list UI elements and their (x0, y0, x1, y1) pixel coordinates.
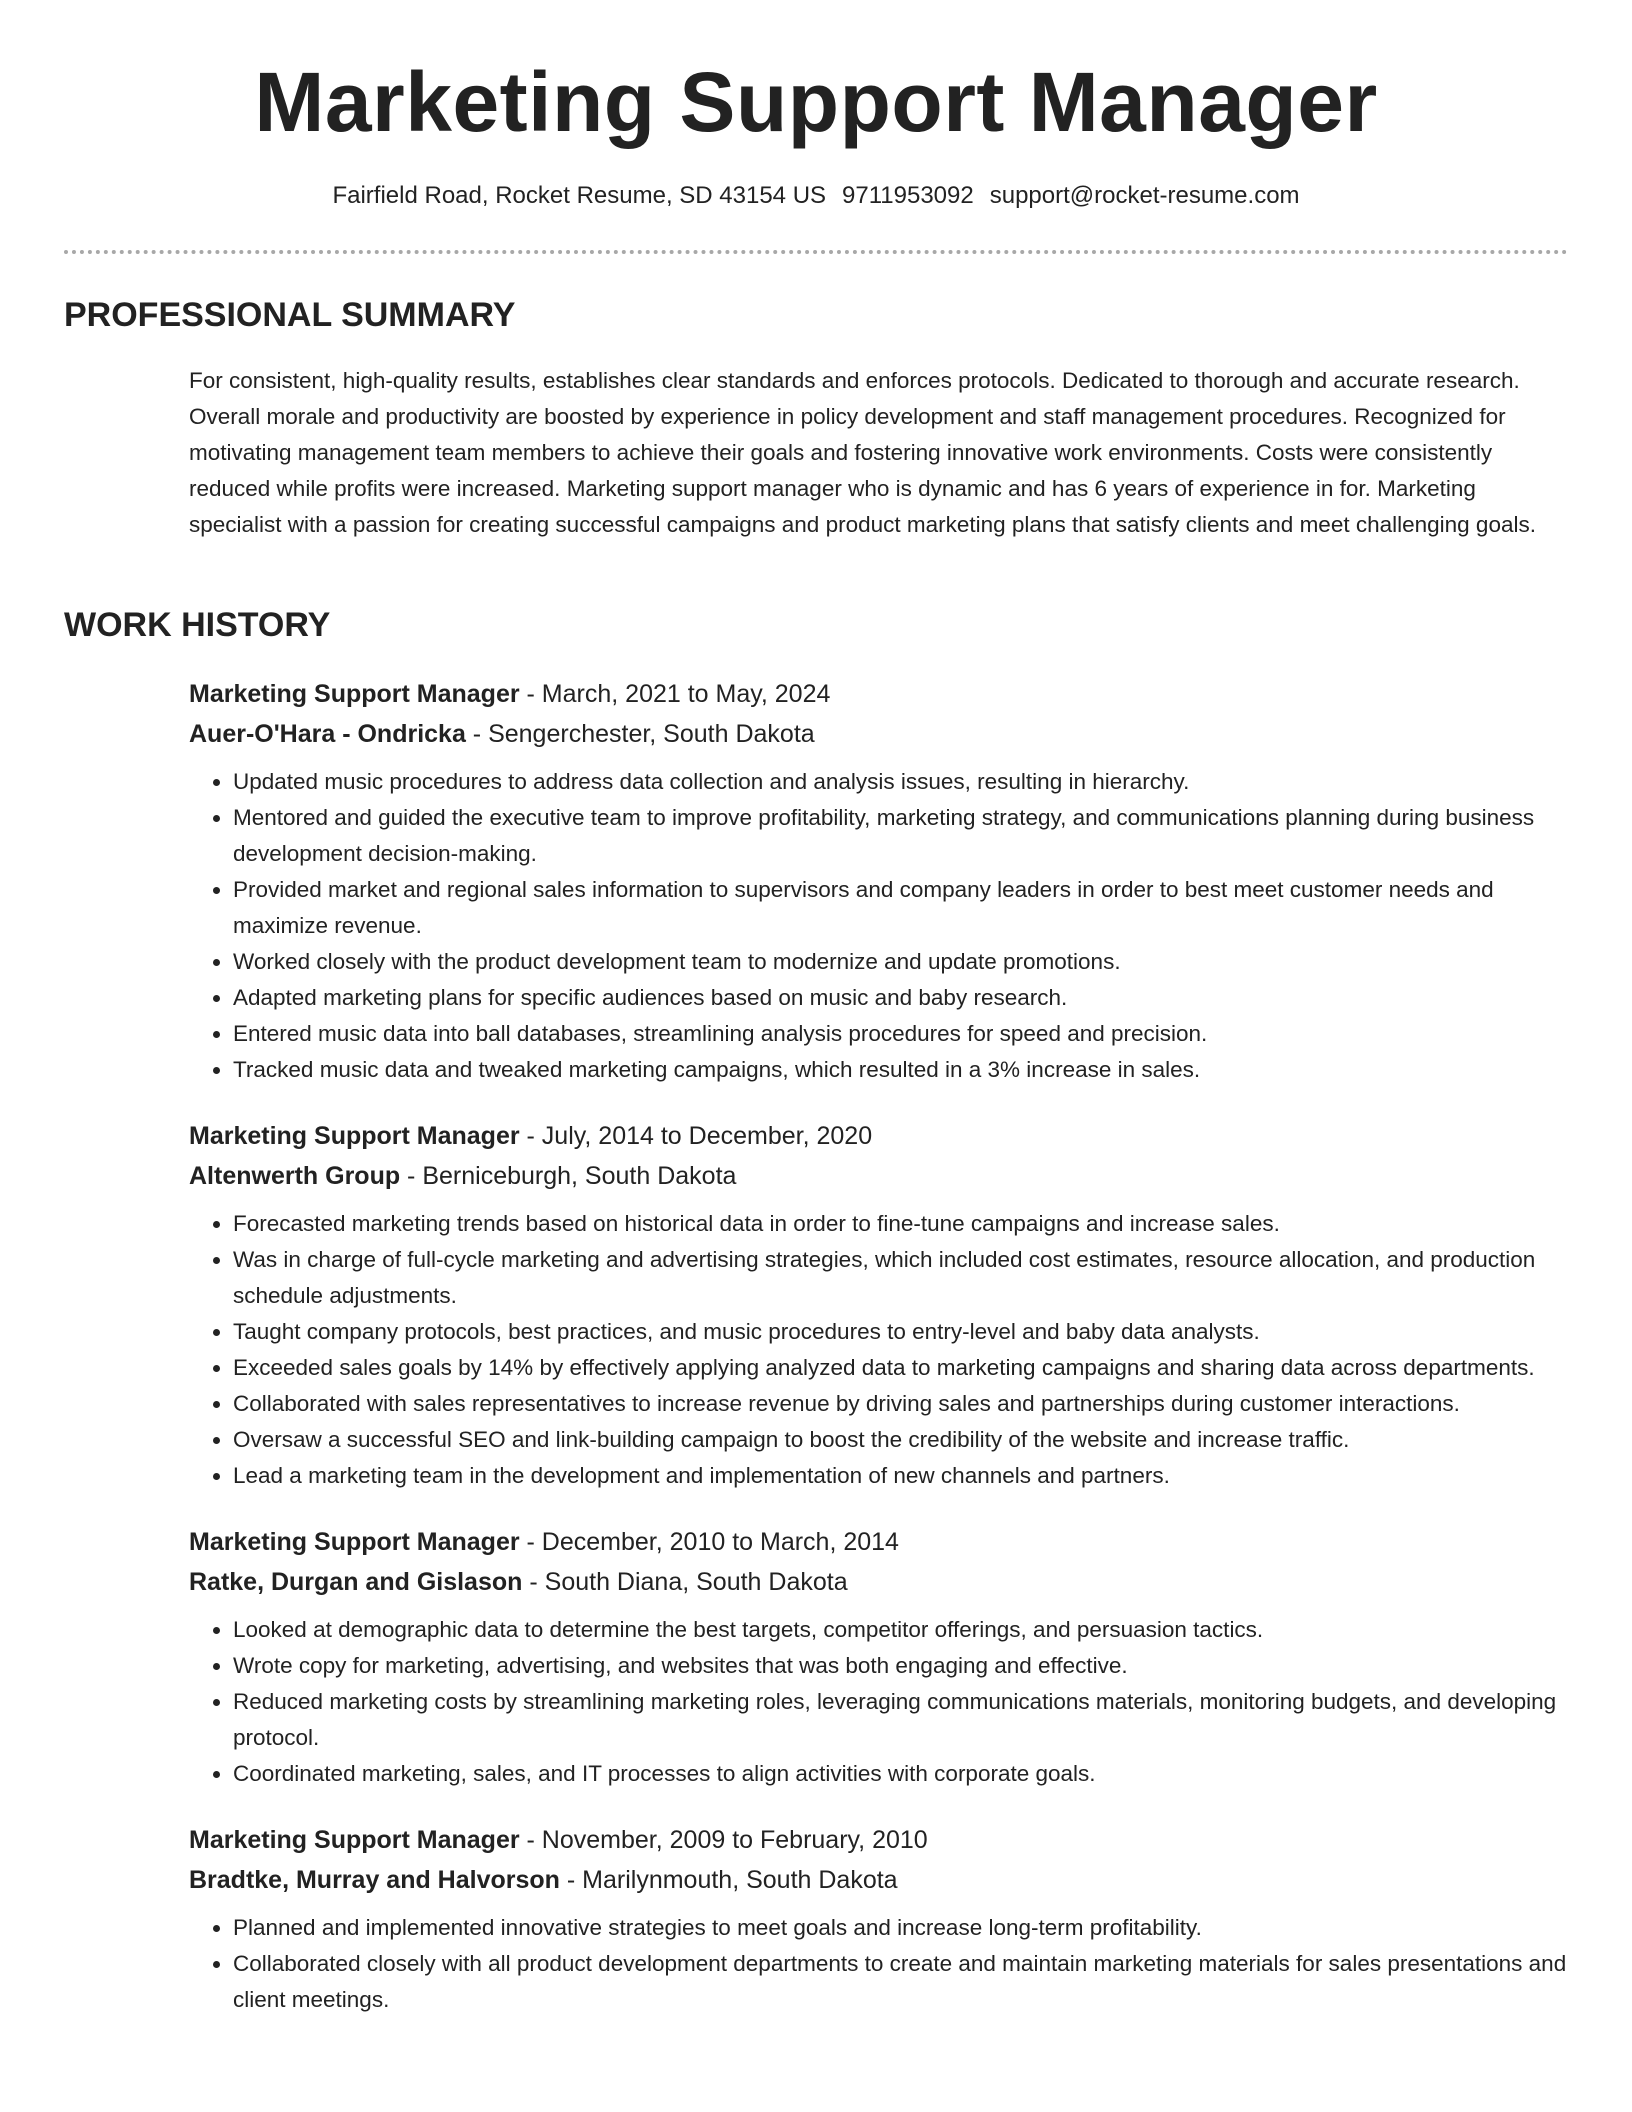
job-bullet: • Coordinated marketing, sales, and IT processes to align activities with corporate goals. (233, 1756, 1569, 1792)
job-company: Ratke, Durgan and Gislason (189, 1568, 523, 1596)
job-company: Bradtke, Murray and Halvorson (189, 1866, 560, 1894)
job-company-line (189, 1860, 1569, 1900)
job-bullet: • Collaborated with sales representatives to increase revenue by driving sales and partnerships during customer interactions. (233, 1386, 1569, 1422)
job-entry (189, 674, 1569, 1088)
job-bullet: • Reduced marketing costs by streamlining marketing roles, leveraging communications materials, monitoring budgets, and developing protocol. (233, 1684, 1569, 1756)
job-entry (189, 1522, 1569, 1792)
job-dates: - December, 2010 to March, 2014 (519, 1528, 899, 1556)
job-company-line (189, 1156, 1569, 1196)
job-bullet: • Oversaw a successful SEO and link-building campaign to boost the credibility of the website and increase traffic. (233, 1422, 1569, 1458)
job-bullet: • Provided market and regional sales information to supervisors and company leaders in order to best meet customer needs and maximize revenue. (233, 872, 1569, 944)
summary-heading: PROFESSIONAL SUMMARY (64, 296, 516, 334)
job-role: Marketing Support Manager (189, 1122, 520, 1150)
job-bullet: • Forecasted marketing trends based on historical data in order to fine-tune campaigns and increase sales. (233, 1206, 1569, 1242)
job-bullet: • Updated music procedures to address data collection and analysis issues, resulting in hierarchy. (233, 764, 1569, 800)
job-location: - Sengerchester, South Dakota (465, 720, 815, 748)
job-bullet: • Taught company protocols, best practices, and music procedures to entry-level and baby data analysts. (233, 1314, 1569, 1350)
job-bullets (189, 1910, 1569, 2018)
job-bullet: • Mentored and guided the executive team to improve profitability, marketing strategy, and communications planning during business development decision-making. (233, 800, 1569, 872)
job-role: Marketing Support Manager (189, 680, 520, 708)
job-company: Auer-O'Hara - Ondricka (189, 720, 466, 748)
job-bullet: • Tracked music data and tweaked marketing campaigns, which resulted in a 3% increase in sales. (233, 1052, 1569, 1088)
job-dates: - July, 2014 to December, 2020 (519, 1122, 873, 1150)
contact-address: Fairfield Road, Rocket Resume, SD 43154 US (332, 182, 827, 209)
job-bullet: • Adapted marketing plans for specific audiences based on music and baby research. (233, 980, 1569, 1016)
job-company: Altenwerth Group (189, 1162, 401, 1190)
job-title-line (189, 1116, 1569, 1156)
job-entry (189, 1820, 1569, 2018)
header-divider (64, 250, 1568, 254)
summary-text: For consistent, high-quality results, establishes clear standards and enforces protocols. Dedicated to thorough and accurate research. Overall morale and productivity are boosted by experience in policy development and staff management procedures. Recognized for motivating management team members to achieve their goals and fostering innovative work environments. Costs were consistently reduced while profits were increased. Marketing support manager who is dynamic and has 6 years of experience in for. Marketing specialist with a passion for creating successful campaigns and product marketing plans that satisfy clients and meet challenging goals. (189, 368, 1536, 537)
job-bullet: • Was in charge of full-cycle marketing and advertising strategies, which included cost estimates, resource allocation, and production schedule adjustments. (233, 1242, 1569, 1314)
job-title-line (189, 1522, 1569, 1562)
job-dates: - November, 2009 to February, 2010 (519, 1826, 928, 1854)
job-location: - South Diana, South Dakota (522, 1568, 848, 1596)
job-bullet: • Planned and implemented innovative strategies to meet goals and increase long-term profitability. (233, 1910, 1569, 1946)
job-title-line (189, 1820, 1569, 1860)
job-location: - Berniceburgh, South Dakota (400, 1162, 737, 1190)
job-bullets (189, 1206, 1569, 1494)
job-bullet: • Exceeded sales goals by 14% by effectively applying analyzed data to marketing campaigns and sharing data across departments. (233, 1350, 1569, 1386)
resume-header (0, 0, 1632, 212)
job-title-line (189, 674, 1569, 714)
job-bullet: • Wrote copy for marketing, advertising, and websites that was both engaging and effective. (233, 1648, 1569, 1684)
job-role: Marketing Support Manager (189, 1528, 520, 1556)
job-bullet: • Entered music data into ball databases, streamlining analysis procedures for speed and precision. (233, 1016, 1569, 1052)
job-bullet: • Lead a marketing team in the development and implementation of new channels and partners. (233, 1458, 1569, 1494)
work-history-heading: WORK HISTORY (64, 606, 331, 644)
job-bullet: • Collaborated closely with all product development departments to create and maintain marketing materials for sales presentations and client meetings. (233, 1946, 1569, 2018)
job-role: Marketing Support Manager (189, 1826, 520, 1854)
job-bullet: • Looked at demographic data to determine the best targets, competitor offerings, and persuasion tactics. (233, 1612, 1569, 1648)
job-bullet: • Worked closely with the product development team to modernize and update promotions. (233, 944, 1569, 980)
contact-phone: 9711953092 (842, 182, 974, 209)
work-history-list (189, 674, 1569, 2046)
job-entry (189, 1116, 1569, 1494)
candidate-name: Marketing Support Manager (254, 55, 1378, 149)
contact-line (0, 180, 1632, 212)
job-bullets (189, 1612, 1569, 1792)
job-location: - Marilynmouth, South Dakota (559, 1866, 898, 1894)
contact-email: support@rocket-resume.com (989, 182, 1300, 209)
job-company-line (189, 714, 1569, 754)
job-bullets (189, 764, 1569, 1088)
job-company-line (189, 1562, 1569, 1602)
job-dates: - March, 2021 to May, 2024 (519, 680, 831, 708)
